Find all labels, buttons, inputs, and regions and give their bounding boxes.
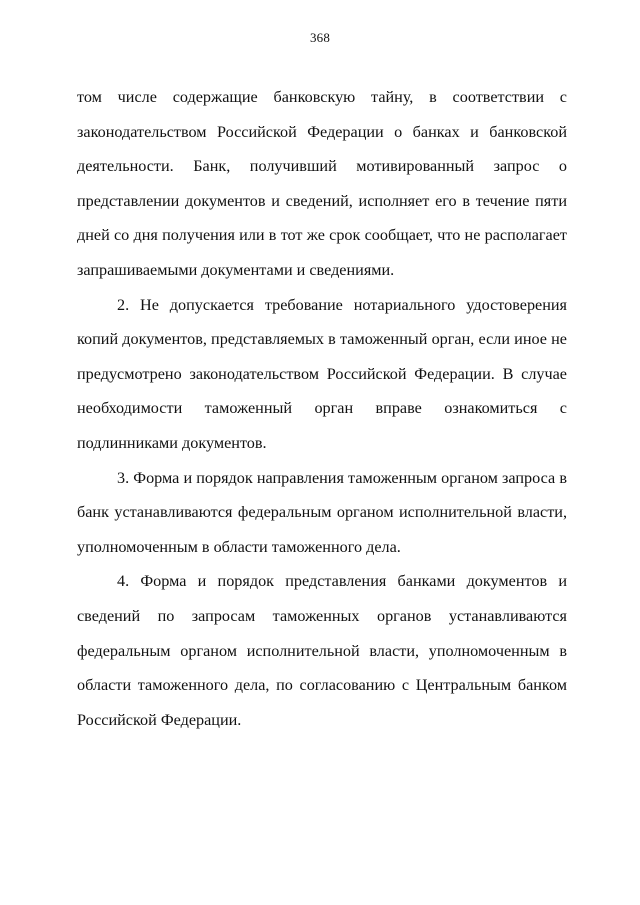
document-body: [77, 80, 567, 737]
paragraph-item-3: 3. Форма и порядок направления таможенным органом запроса в банк устанавливаются федеральным органом исполнительной власти, уполномоченным в области таможенного дела.: [77, 468, 567, 556]
paragraph-continuation: том числе содержащие банковскую тайну, в соответствии с законодательством Российской Федерации о банках и банковской деятельности. Банк, получивший мотивированный запрос о представлении документов и сведений, исполняет его в течение пяти дней со дня получения или в тот же срок сообщает, что не располагает запрашиваемыми документами и сведениями.: [77, 88, 567, 279]
paragraph-item-2: 2. Не допускается требование нотариального удостоверения копий документов, представляемых в таможенный орган, если иное не предусмотрено законодательством Российской Федерации. В случае необходимости таможенный орган вправе ознакомиться с подлинниками документов.: [77, 295, 567, 452]
paragraph-item-4: 4. Форма и порядок представления банками документов и сведений по запросам таможенных органов устанавливаются федеральным органом исполнительной власти, уполномоченным в области таможенного дела, по согласованию с Центральным банком Российской Федерации.: [77, 572, 567, 729]
page-number: 368: [309, 30, 331, 45]
